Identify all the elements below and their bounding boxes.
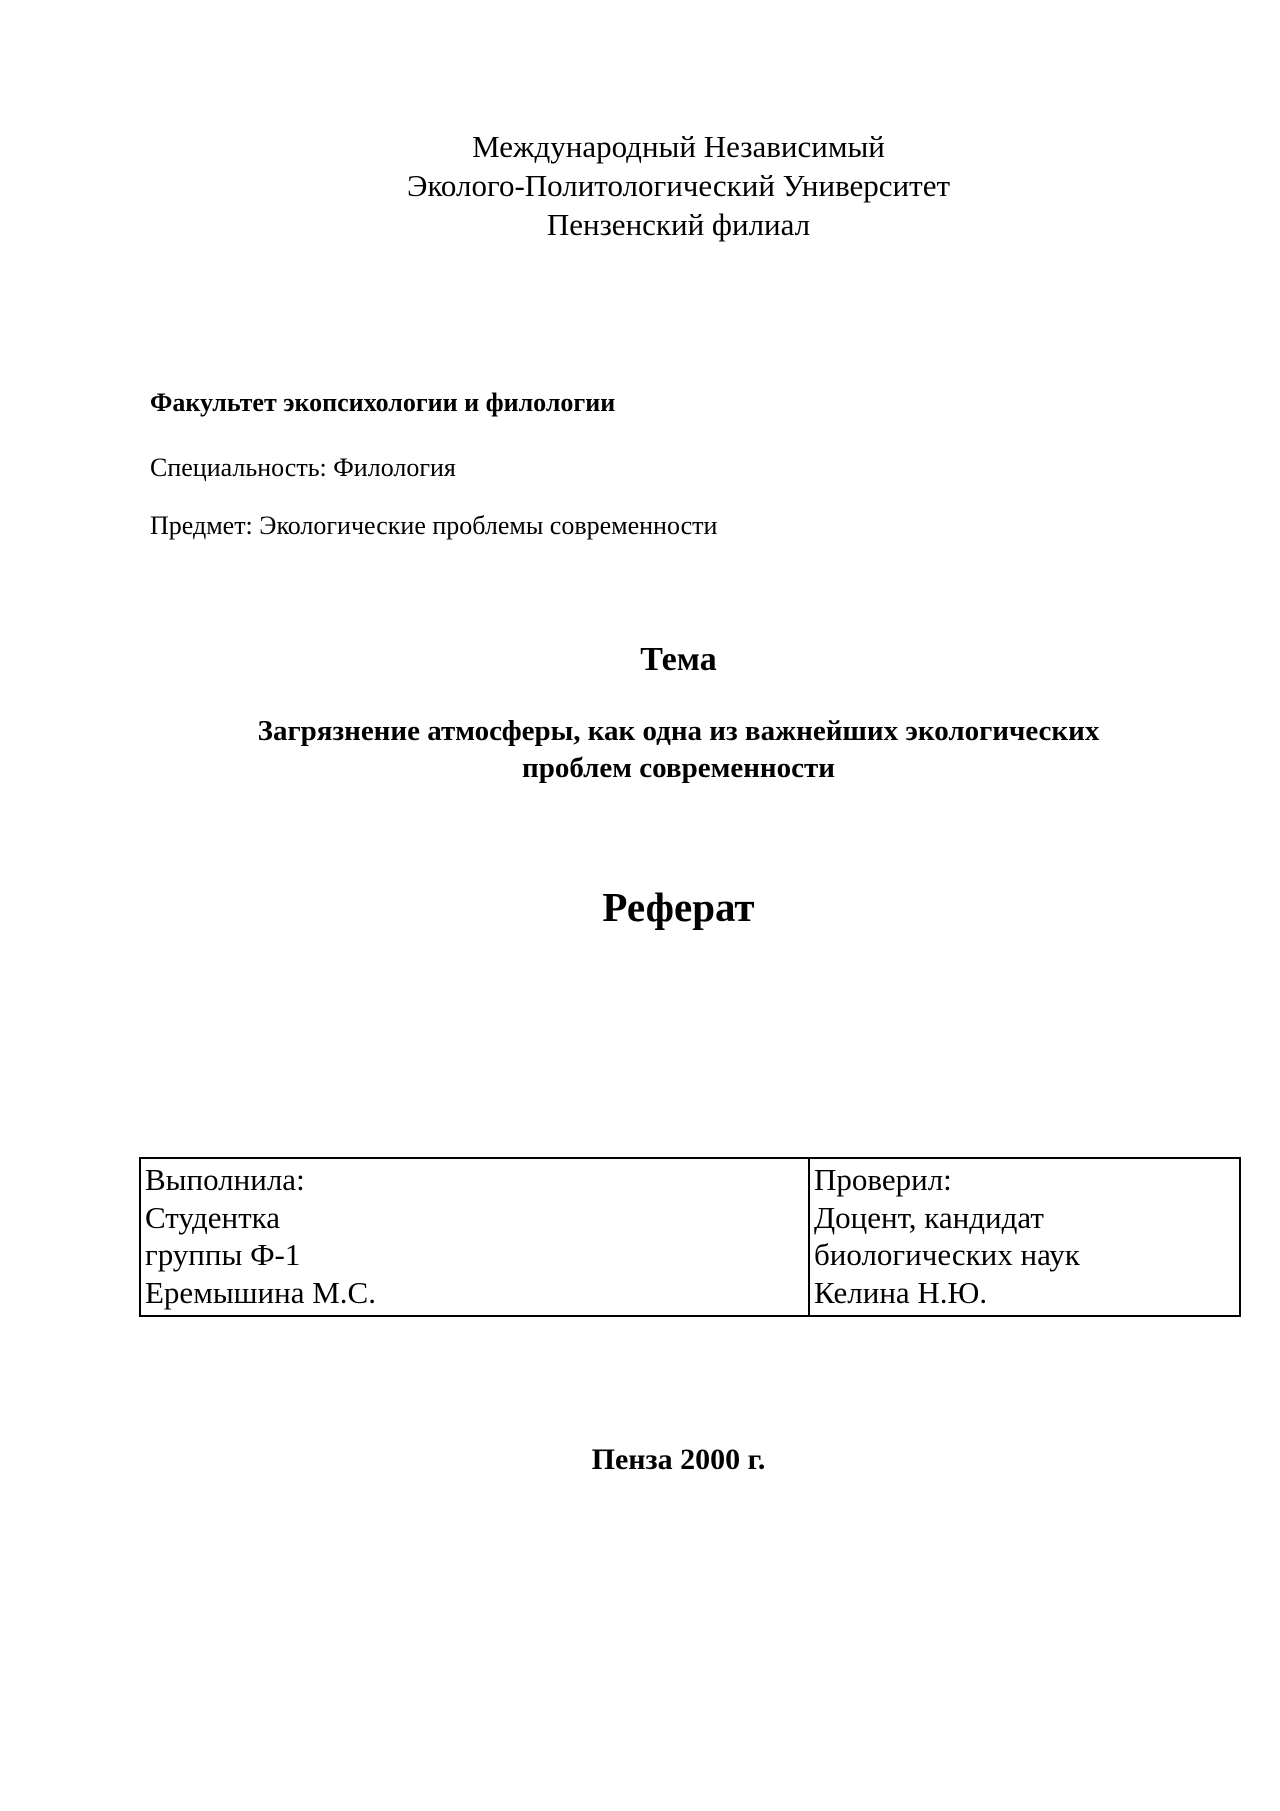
- topic-label: Тема: [640, 641, 717, 678]
- topic-title-line-2: проблем современности: [522, 752, 835, 784]
- branch-name: Пензенский филиал: [546, 207, 811, 242]
- author-cell: [141, 1159, 810, 1315]
- author-label: Выполнила:: [145, 1162, 305, 1197]
- author-group: группы Ф-1: [145, 1237, 301, 1272]
- faculty-name: Факультет экопсихологии и филологии: [150, 388, 616, 417]
- city-year: Пенза 2000 г.: [591, 1443, 766, 1476]
- university-name-line-1: Международный Независимый: [472, 129, 885, 164]
- university-name-line-2: Эколого-Политологический Университет: [406, 168, 950, 203]
- reviewer-name: Келина Н.Ю.: [814, 1274, 988, 1310]
- author-name: Еремышина М.С.: [145, 1274, 376, 1310]
- reviewer-title: Доцент, кандидат: [814, 1199, 1044, 1235]
- reviewer-degree: биологических наук: [814, 1237, 1080, 1272]
- reviewer-label: Проверил:: [814, 1162, 952, 1197]
- topic-title-line-1: Загрязнение атмосферы, как одна из важнейших экологических: [257, 715, 1100, 747]
- specialty-line: Специальность: Филология: [150, 453, 456, 482]
- document-type: Реферат: [602, 884, 755, 930]
- author-role: Студентка: [145, 1199, 280, 1235]
- signature-table: [139, 1157, 1241, 1317]
- subject-line: Предмет: Экологические проблемы современности: [150, 511, 718, 540]
- reviewer-cell: [810, 1159, 1239, 1315]
